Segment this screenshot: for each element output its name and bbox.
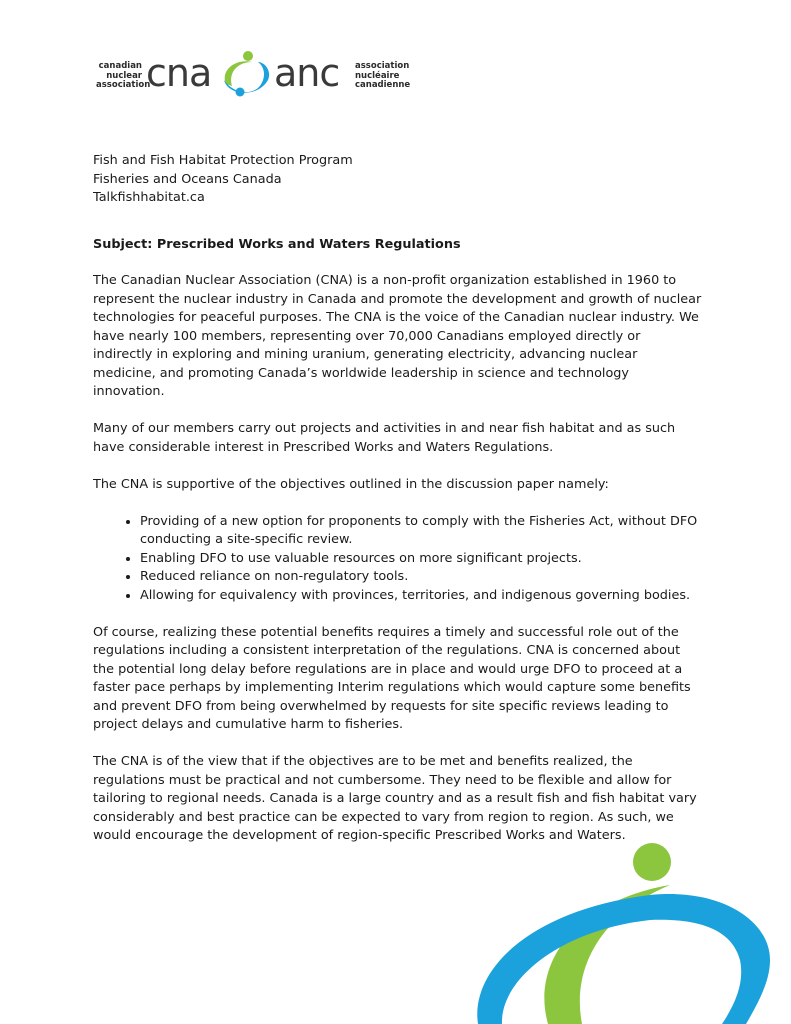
subject-line: Subject: Prescribed Works and Waters Regulations bbox=[93, 236, 461, 252]
paragraph-intro: The Canadian Nuclear Association (CNA) is a non-profit organization established in 1960 to represent the nuclear industry in Canada and promote the development and growth of nuclear technologies for peaceful purposes. The CNA is the voice of the Canadian nuclear industry. We have nearly 100 members, representing over 70,000 Canadians employed directly or indirectly in exploring and mining uranium, generating electricity, advancing nuclear medicine, and promoting Canada’s worldwide leadership in science and technology innovation. bbox=[93, 273, 702, 399]
cna-logo bbox=[96, 50, 411, 100]
list-item: • Enabling DFO to use valuable resources on more significant projects. bbox=[140, 550, 703, 569]
paragraph-view: The CNA is of the view that if the objectives are to be met and benefits realized, the regulations must be practical and not cumbersome. They need to be flexible and allow for tailoring to regional needs. Canada is a large country and as a result fish and fish habitat vary considerably and best practice can be expected to vary from region to region. As such, we would encourage the development of region-specific Prescribed Works and Waters. bbox=[93, 754, 697, 843]
paragraph-members: Many of our members carry out projects and activities in and near fish habitat and as such have considerable interest in Prescribed Works and Waters Regulations. bbox=[93, 421, 676, 455]
logo-mark-icon bbox=[218, 50, 274, 100]
objectives-list bbox=[93, 513, 703, 606]
address-line: Fish and Fish Habitat Protection Program bbox=[93, 153, 353, 168]
logo-french-name: association nucléaire canadienne bbox=[355, 61, 411, 90]
decorative-swoosh-graphic bbox=[470, 840, 791, 1024]
letter-body bbox=[93, 152, 703, 864]
address-line: Fisheries and Oceans Canada bbox=[93, 171, 282, 187]
logo-acronym-fr: anc bbox=[274, 51, 340, 95]
list-item: • Allowing for equivalency with provinces, territories, and indigenous governing bodies. bbox=[140, 587, 703, 606]
list-item: • Reduced reliance on non-regulatory tools. bbox=[140, 568, 703, 587]
logo-english-name: canadian nuclear association bbox=[96, 61, 151, 90]
list-item: • Providing of a new option for proponents to comply with the Fisheries Act, without DFO conducting a site-specific review. bbox=[140, 513, 703, 550]
paragraph-objectives: The CNA is supportive of the objectives outlined in the discussion paper namely: bbox=[93, 476, 609, 492]
paragraph-concerns: Of course, realizing these potential benefits requires a timely and successful role out of the regulations including a consistent interpretation of the regulations. CNA is concerned about the potential long delay before regulations are in place and would urge DFO to proceed at a faster pace perhaps by implementing Interim regulations which would capture some benefits and prevent DFO from being overwhelmed by requests for site specific reviews leading to project delays and cumulative harm to fisheries. bbox=[93, 624, 691, 732]
logo-acronym-en: cna bbox=[146, 51, 212, 95]
recipient-address bbox=[93, 152, 703, 208]
address-line: Talkfishhabitat.ca bbox=[93, 190, 205, 205]
